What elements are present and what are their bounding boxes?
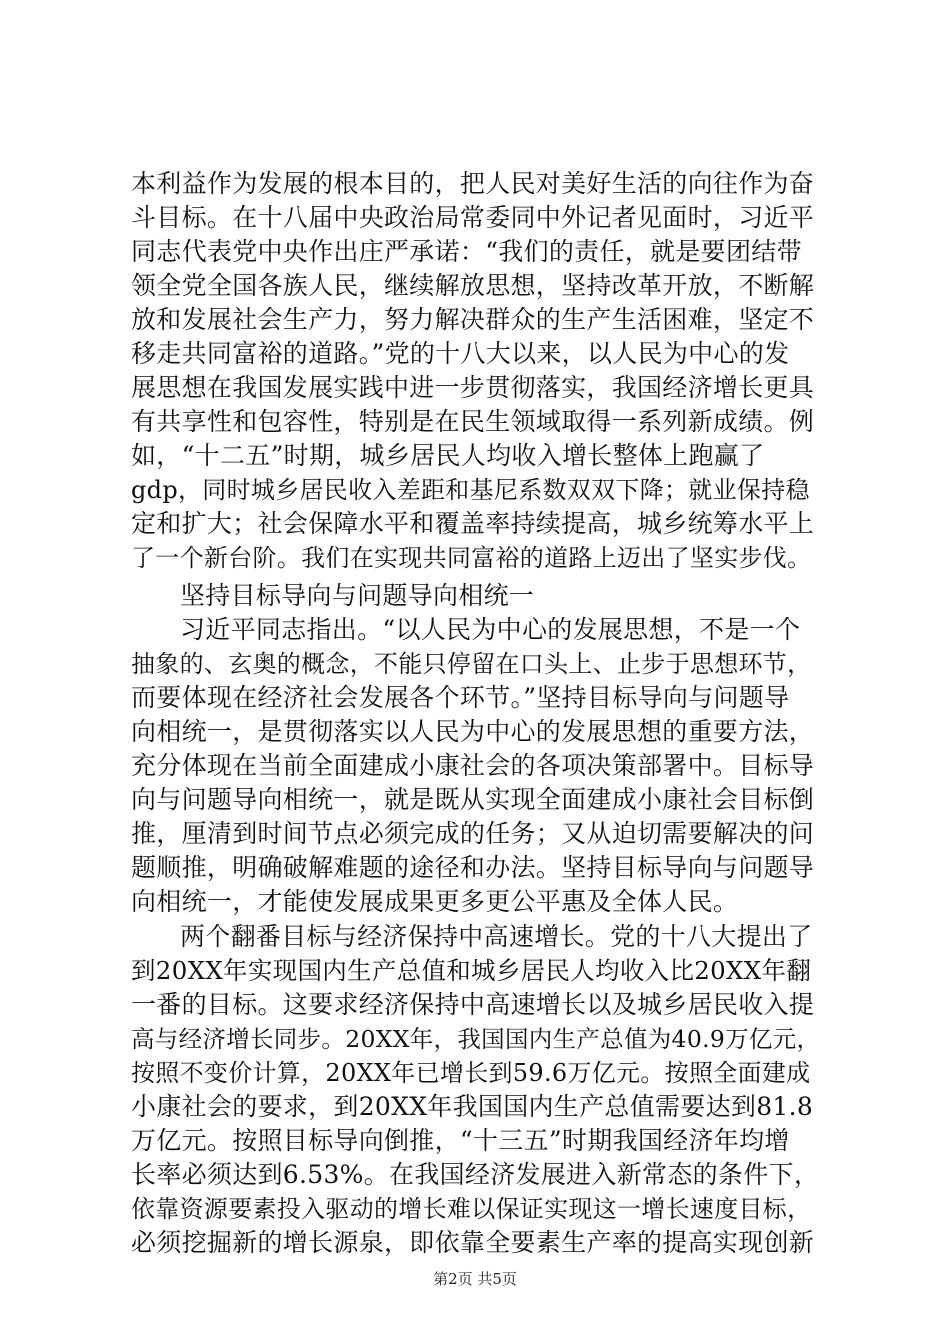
text-line: 如，“十二五”时期，城乡居民人均收入增长整体上跑赢了: [131, 441, 765, 470]
text-line: 本利益作为发展的根本目的，把人民对美好生活的向往作为奋: [131, 169, 815, 198]
section-heading: 坚持目标导向与问题导向相统一: [180, 581, 535, 610]
text-line: 到20XX年实现国内生产总值和城乡居民人均收入比20XX年翻: [131, 956, 812, 985]
text-line: 充分体现在当前全面建成小康社会的各项决策部署中。目标导: [131, 751, 815, 780]
text-line: 展思想在我国发展实践中进一步贯彻落实，我国经济增长更具: [131, 373, 815, 402]
text-line: 同志代表党中央作出庄严承诺：“我们的责任，就是要团结带: [131, 237, 802, 266]
text-line: 领全党全国各族人民，继续解放思想，坚持改革开放，不断解: [131, 271, 815, 300]
text-line: 而要体现在经济社会发展各个环节。”坚持目标导向与问题导: [131, 683, 790, 712]
text-line: 向相统一，才能使发展成果更多更公平惠及全体人民。: [131, 887, 739, 916]
text-line: 有共享性和包容性，特别是在民生领域取得一系列新成绩。例: [131, 407, 815, 436]
text-line: 向与问题导向相统一，就是既从实现全面建成小康社会目标倒: [131, 785, 815, 814]
text-line: 题顺推，明确破解难题的途径和办法。坚持目标导向与问题导: [131, 853, 815, 882]
text-line: 小康社会的要求，到20XX年我国国内生产总值需要达到81.8: [131, 1092, 814, 1121]
text-line: 移走共同富裕的道路。”党的十八大以来，以人民为中心的发: [131, 339, 790, 368]
page-number-footer: 第2页 共5页: [433, 1270, 517, 1288]
text-line: 习近平同志指出。“以人民为中心的发展思想，不是一个: [180, 615, 801, 644]
text-line: 了一个新台阶。我们在实现共同富裕的道路上迈出了坚实步伐。: [131, 544, 812, 572]
text-line: 向相统一，是贯彻落实以人民为中心的发展思想的重要方法，: [131, 717, 815, 746]
text-line: 抽象的、玄奥的概念，不能只停留在口头上、止步于思想环节，: [131, 650, 812, 678]
text-line: 高与经济增长同步。20XX年，我国国内生产总值为40.9万亿元，: [131, 1025, 821, 1053]
text-line: gdp，同时城乡居民收入差距和基尼系数双双下降；就业保持稳: [131, 476, 810, 504]
text-line: 按照不变价计算，20XX年已增长到59.6万亿元。按照全面建成: [131, 1059, 811, 1087]
text-line: 依靠资源要素投入驱动的增长难以保证实现这一增长速度目标，: [131, 1195, 812, 1223]
text-line: 一番的目标。这要求经济保持中高速增长以及城乡居民收入提: [131, 990, 815, 1019]
text-line: 万亿元。按照目标导向倒推，“十三五”时期我国经济年均增: [131, 1126, 790, 1155]
text-line: 斗目标。在十八届中央政治局常委同中外记者见面时，习近平: [131, 203, 815, 232]
text-line: 长率必须达到6.53%。在我国经济发展进入新常态的条件下，: [131, 1160, 820, 1189]
text-line: 放和发展社会生产力，努力解决群众的生产生活困难，坚定不: [131, 305, 815, 334]
text-line: 定和扩大；社会保障水平和覆盖率持续提高，城乡统筹水平上: [131, 509, 815, 538]
text-line: 必须挖掘新的增长源泉，即依靠全要素生产率的提高实现创新: [131, 1228, 815, 1257]
text-line: 两个翻番目标与经济保持中高速增长。党的十八大提出了: [180, 922, 813, 951]
text-line: 推，厘清到时间节点必须完成的任务；又从迫切需要解决的问: [131, 819, 815, 848]
